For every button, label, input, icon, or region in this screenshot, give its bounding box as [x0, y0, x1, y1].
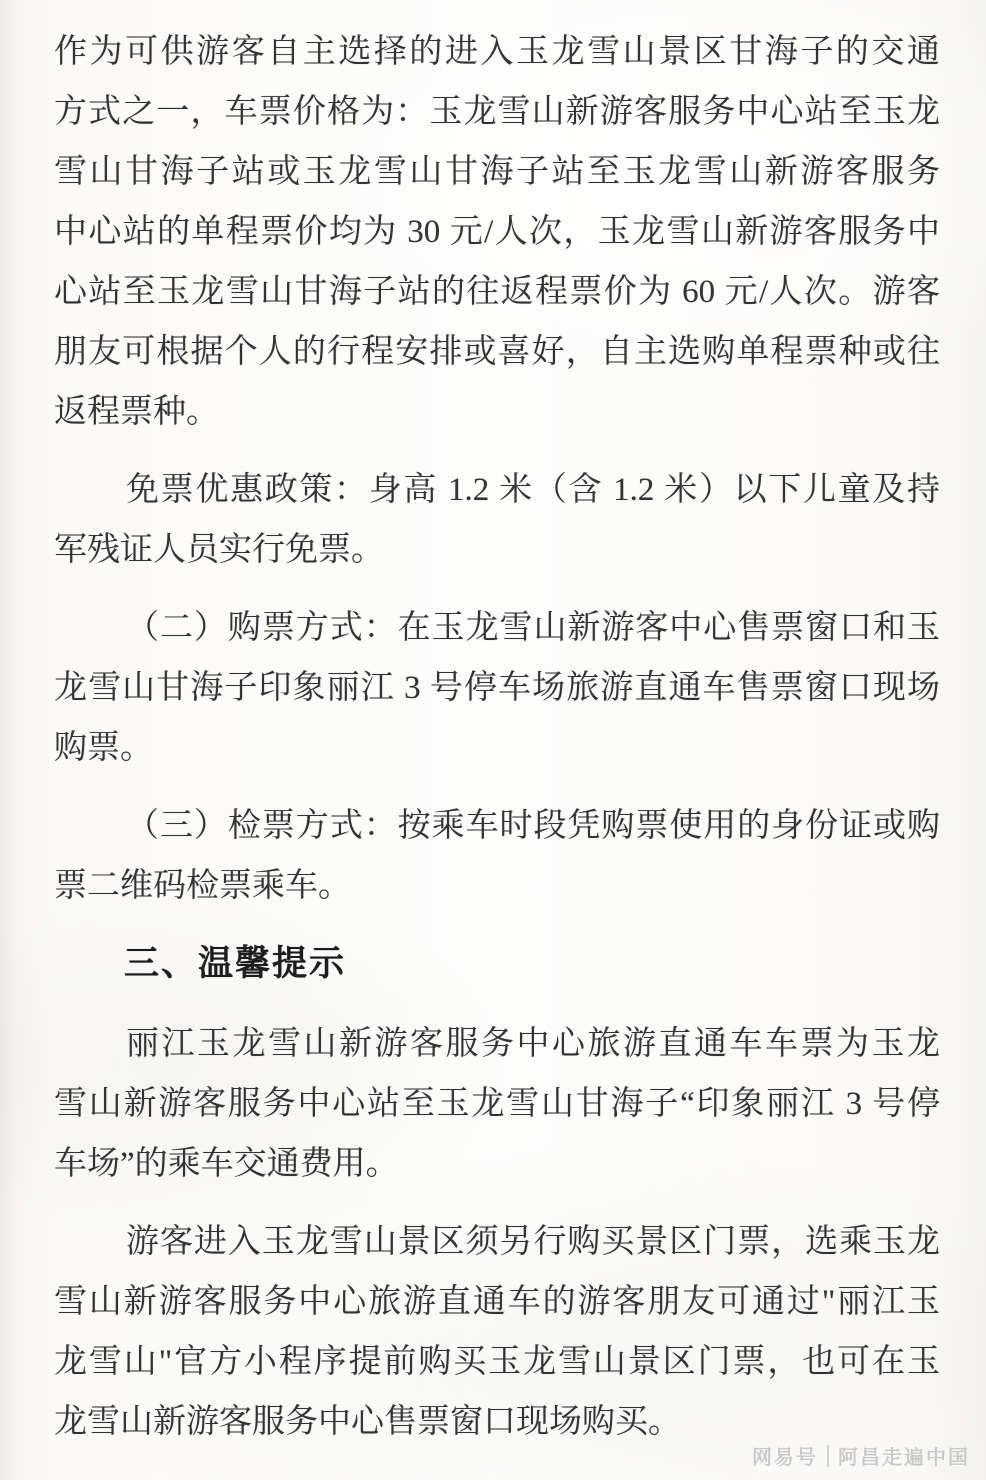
- text-line: 丽江玉龙雪山新游客服务中心旅游直通车车票为玉龙: [126, 1026, 940, 1062]
- text-line: 返程票种。: [54, 394, 219, 430]
- watermark-account: 阿昌走遍中国: [838, 1447, 970, 1469]
- paragraph: [54, 1014, 940, 1194]
- text-line: 雪山甘海子站或玉龙雪山甘海子站至玉龙雪山新游客服务: [54, 154, 940, 190]
- text-line: 龙雪山新游客服务中心售票窗口现场购买。: [54, 1404, 681, 1440]
- paragraph: [54, 796, 940, 916]
- text-line: （三）检票方式：按乘车时段凭购票使用的身份证或购: [126, 808, 940, 844]
- watermark: [752, 1441, 970, 1470]
- text-line: （二）购票方式：在玉龙雪山新游客中心售票窗口和玉: [126, 610, 940, 646]
- paragraph: [54, 1212, 940, 1452]
- text-line: 龙雪山甘海子印象丽江 3 号停车场旅游直通车售票窗口现场: [54, 670, 940, 706]
- text-line: 朋友可根据个人的行程安排或喜好，自主选购单程票种或往: [54, 334, 940, 370]
- paragraph: [54, 598, 940, 778]
- text-line: 雪山新游客服务中心旅游直通车的游客朋友可通过"丽江玉: [54, 1284, 940, 1320]
- text-line: 车场”的乘车交通费用。: [54, 1146, 399, 1182]
- section-heading: 三、温馨提示: [124, 944, 347, 983]
- text-line: 票二维码检票乘车。: [54, 868, 351, 904]
- text-line: 心站至玉龙雪山甘海子站的往返程票价为 60 元/人次。游客: [54, 274, 940, 310]
- text-line: 龙雪山"官方小程序提前购买玉龙雪山景区门票，也可在玉: [54, 1344, 940, 1380]
- watermark-platform: 网易号: [752, 1447, 818, 1469]
- text-line: 雪山新游客服务中心站至玉龙雪山甘海子“印象丽江 3 号停: [54, 1086, 940, 1122]
- text-line: 购票。: [54, 730, 153, 766]
- text-line: 军残证人员实行免票。: [54, 532, 384, 568]
- paragraph: [54, 460, 940, 580]
- text-line: 中心站的单程票价均为 30 元/人次，玉龙雪山新游客服务中: [54, 214, 940, 250]
- text-line: 作为可供游客自主选择的进入玉龙雪山景区甘海子的交通: [54, 34, 940, 70]
- text-line: 方式之一，车票价格为：玉龙雪山新游客服务中心站至玉龙: [54, 94, 940, 130]
- paragraph: [54, 22, 940, 442]
- watermark-divider-line: [827, 1445, 829, 1467]
- text-line: 游客进入玉龙雪山景区须另行购买景区门票，选乘玉龙: [126, 1224, 940, 1260]
- text-line: 免票优惠政策：身高 1.2 米（含 1.2 米）以下儿童及持: [126, 472, 940, 508]
